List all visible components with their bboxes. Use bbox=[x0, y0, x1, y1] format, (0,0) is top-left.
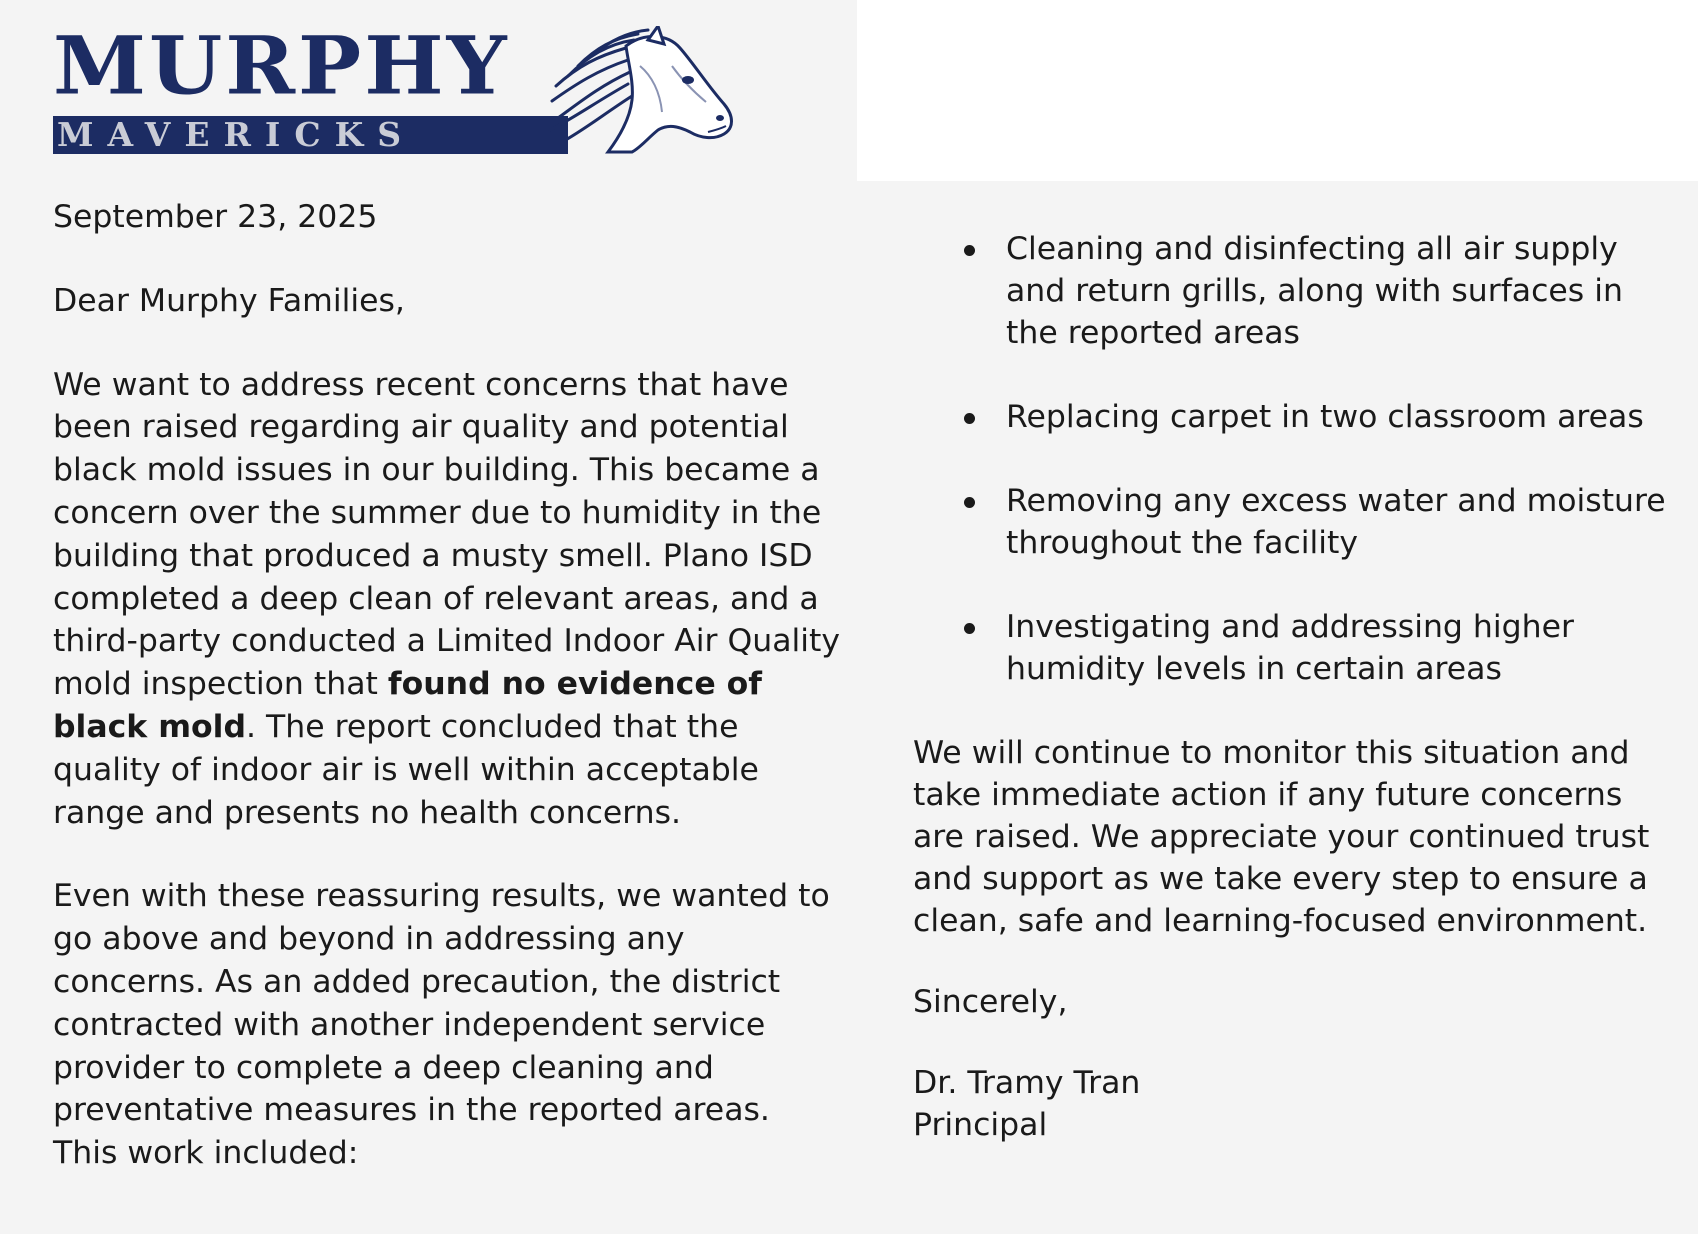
list-item-text: Replacing carpet in two classroom areas bbox=[1006, 399, 1644, 435]
list-item bbox=[913, 480, 1683, 564]
letter-paragraph-closing: We will continue to monitor this situation and take immediate action if any future concerns are raised. We appreciate your continued trust and support as we take every step to ensure a clean, safe and learning-focused environment. bbox=[913, 735, 1650, 939]
signer-title: Principal bbox=[913, 1107, 1048, 1143]
work-items-list bbox=[913, 228, 1683, 690]
bullet-icon bbox=[964, 413, 975, 424]
logo-mascot-name: MAVERICKS bbox=[57, 116, 416, 154]
paragraph-text: . The report concluded that the quality of indoor air is well within acceptable range and presents no health concerns. bbox=[53, 708, 759, 831]
letter-signoff: Sincerely, bbox=[913, 984, 1068, 1020]
mustang-horse-head-icon bbox=[548, 26, 738, 154]
bullet-icon bbox=[964, 245, 975, 256]
letter-paragraph-precaution: Even with these reassuring results, we wanted to go above and beyond in addressing any concerns. As an added precaution, the district contracted with another independent service provider to complete a deep cleaning and preventative measures in the reported areas. This work included: bbox=[53, 878, 830, 1172]
letter-salutation: Dear Murphy Families, bbox=[53, 282, 405, 319]
signer-name: Dr. Tramy Tran bbox=[913, 1065, 1141, 1101]
emphasized-finding: found no evidence of black mold bbox=[53, 666, 762, 745]
list-item-text: Cleaning and disinfecting all air supply and return grills, along with surfaces in the reported areas bbox=[1006, 231, 1623, 351]
bullet-icon bbox=[964, 623, 975, 634]
letter-right-column bbox=[913, 228, 1683, 1146]
header-white-area bbox=[857, 0, 1698, 181]
letter-left-column bbox=[53, 196, 843, 1175]
paragraph-text: We want to address recent concerns that have been raised regarding air quality and potential black mold issues in our building. This became a concern over the summer due to humidity in the building that produced a musty smell. Plano ISD completed a deep clean of relevant areas, and a third-party conducted a Limited Indoor Air Quality mold inspection that bbox=[53, 366, 841, 703]
signature-block bbox=[913, 1062, 1683, 1146]
list-item bbox=[913, 228, 1683, 354]
list-item bbox=[913, 396, 1683, 438]
logo-school-name: MURPHY bbox=[53, 18, 510, 113]
logo-mascot-bar bbox=[53, 116, 568, 154]
school-logo bbox=[53, 18, 733, 154]
list-item bbox=[913, 606, 1683, 690]
bullet-icon bbox=[964, 497, 975, 508]
list-item-text: Removing any excess water and moisture throughout the facility bbox=[1006, 483, 1666, 561]
list-item-text: Investigating and addressing higher humidity levels in certain areas bbox=[1006, 609, 1574, 687]
letter-paragraph-inspection bbox=[53, 364, 843, 835]
letter-date: September 23, 2025 bbox=[53, 199, 378, 235]
